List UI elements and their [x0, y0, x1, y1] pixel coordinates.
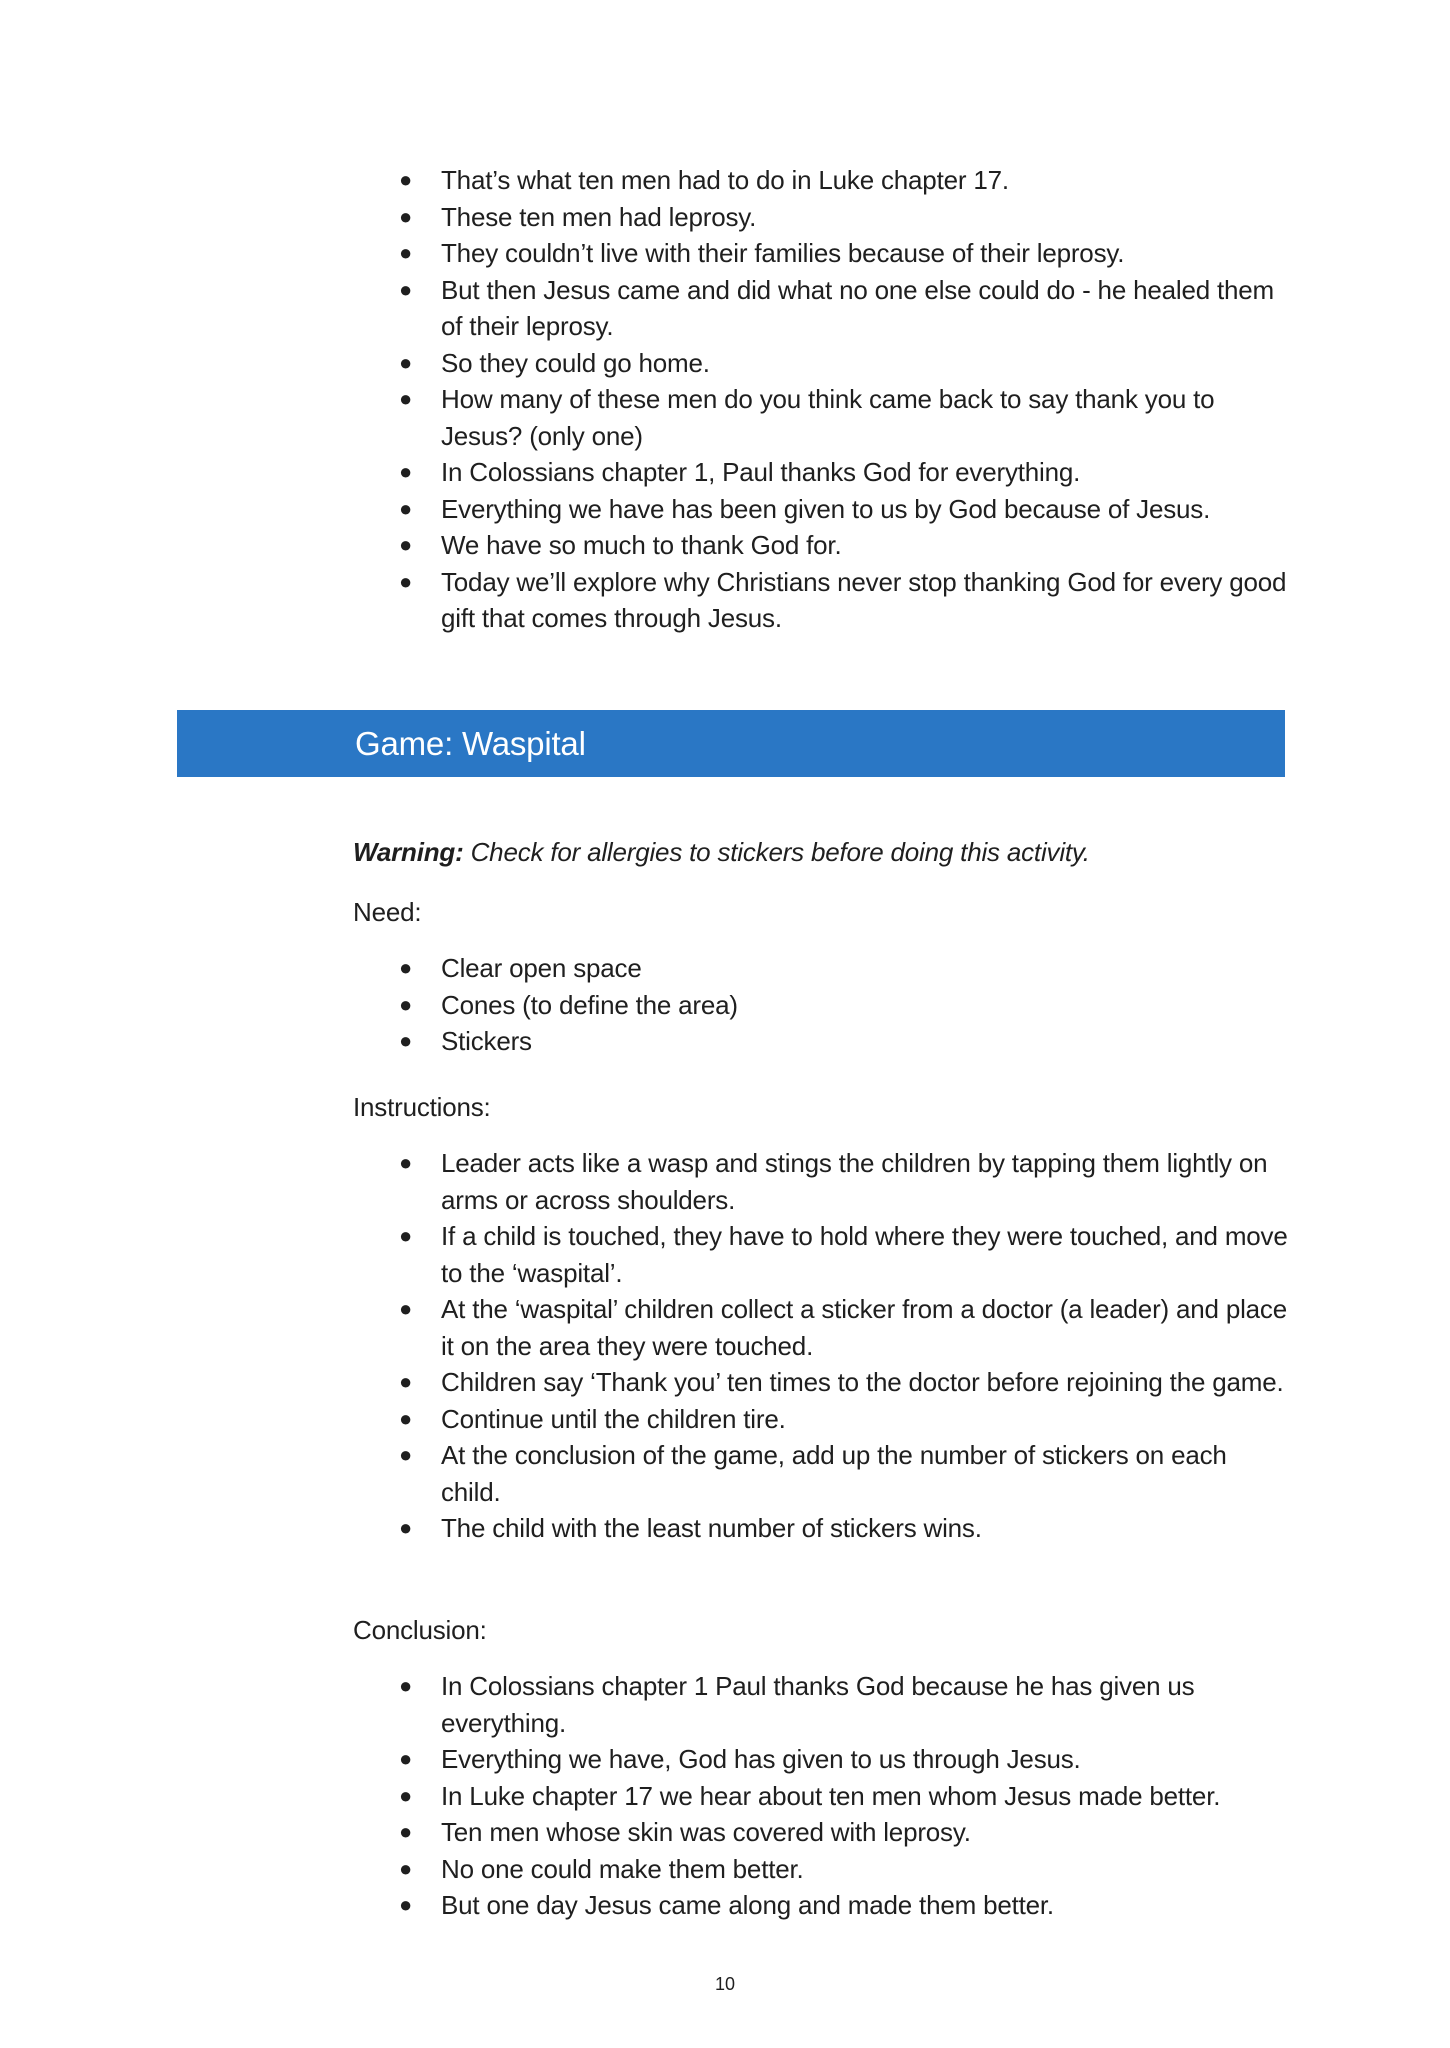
need-label: Need: — [353, 897, 422, 927]
bullet-icon: ● — [399, 240, 413, 265]
list-item — [353, 454, 1288, 491]
list-item-text: They couldn’t live with their families because of their leprosy. — [441, 238, 1125, 268]
conclusion-bullets — [353, 1668, 1288, 1924]
bullet-icon: ● — [399, 1746, 413, 1771]
list-item — [353, 381, 1288, 454]
list-item-text: But then Jesus came and did what no one else could do - he healed them of their leprosy. — [441, 274, 1275, 341]
instructions-bullets — [353, 1145, 1288, 1547]
warning-label: Warning: — [353, 837, 464, 867]
bullet-icon: ● — [399, 1673, 413, 1698]
warning-text: Check for allergies to stickers before doing this activity. — [463, 837, 1090, 867]
list-item — [353, 1851, 1288, 1888]
list-item — [353, 345, 1288, 382]
warning-note — [353, 834, 1090, 870]
section-heading-bar — [177, 710, 1285, 777]
list-item — [353, 162, 1288, 199]
list-item — [353, 272, 1288, 345]
list-item-text: In Luke chapter 17 we hear about ten men whom Jesus made better. — [441, 1780, 1221, 1811]
intro-list — [353, 162, 1288, 637]
conclusion-label: Conclusion: — [353, 1615, 487, 1645]
bullet-icon: ● — [399, 955, 413, 980]
list-item — [353, 950, 1288, 987]
list-item-text: No one could make them better. — [441, 1853, 804, 1884]
list-item-text: Continue until the children tire. — [441, 1403, 786, 1434]
bullet-icon: ● — [399, 1442, 413, 1467]
bullet-icon: ● — [399, 276, 413, 302]
bullet-icon: ● — [399, 1369, 413, 1394]
bullet-icon: ● — [399, 203, 413, 229]
list-item — [353, 1291, 1288, 1364]
list-item — [353, 199, 1288, 236]
list-item-text: At the ‘waspital’ children collect a sticker from a doctor (a leader) and place it on the area they were touched. — [441, 1294, 1287, 1361]
list-item-text: That’s what ten men had to do in Luke chapter 17. — [441, 165, 1009, 195]
bullet-icon: ● — [399, 532, 413, 557]
bullet-icon: ● — [399, 991, 413, 1017]
bullet-icon: ● — [399, 568, 413, 594]
list-item-text: How many of these men do you think came back to say thank you to Jesus? (only one) — [441, 384, 1215, 451]
list-item-text: Stickers — [441, 1026, 532, 1056]
list-item-text: In Colossians chapter 1, Paul thanks God for everything. — [441, 457, 1081, 487]
list-item — [353, 491, 1288, 528]
list-item — [353, 1668, 1288, 1741]
list-item-text: At the conclusion of the game, add up the number of stickers on each child. — [441, 1440, 1227, 1507]
list-item-text: The child with the least number of stickers wins. — [441, 1513, 982, 1543]
bullet-icon: ● — [399, 1296, 413, 1321]
list-item-text: Cones (to define the area) — [441, 989, 738, 1020]
list-item-text: But one day Jesus came along and made them better. — [441, 1890, 1054, 1920]
list-item — [353, 987, 1288, 1024]
list-item-text: Children say ‘Thank you’ ten times to the doctor before rejoining the game. — [441, 1367, 1284, 1397]
bullet-icon: ● — [399, 1028, 413, 1053]
list-item — [353, 564, 1288, 637]
list-item-text: Clear open space — [441, 953, 642, 983]
list-item-text: These ten men had leprosy. — [441, 201, 757, 232]
bullet-icon: ● — [399, 386, 413, 411]
list-item — [353, 1437, 1288, 1510]
list-item-text: Today we’ll explore why Christians never stop thanking God for every good gift that comes through Jesus. — [441, 566, 1287, 633]
list-item-text: If a child is touched, they have to hold where they were touched, and move to the ‘waspital’. — [441, 1221, 1288, 1288]
need-list — [353, 950, 1288, 1060]
list-item — [353, 1218, 1288, 1291]
bullet-icon: ● — [399, 1405, 413, 1431]
bullet-icon: ● — [399, 1223, 413, 1248]
list-item-text: Leader acts like a wasp and stings the children by tapping them lightly on arms or across shoulders. — [441, 1148, 1268, 1215]
bullet-icon: ● — [399, 1819, 413, 1844]
intro-bullets — [353, 162, 1288, 637]
list-item-text: We have so much to thank God for. — [441, 530, 842, 560]
list-item — [353, 1741, 1288, 1778]
list-item — [353, 1364, 1288, 1401]
list-item — [353, 1401, 1288, 1438]
bullet-icon: ● — [399, 459, 413, 484]
page-number: 10 — [714, 1974, 736, 1994]
bullet-icon: ● — [399, 1515, 413, 1540]
list-item-text: Everything we have has been given to us by God because of Jesus. — [441, 493, 1211, 524]
list-item — [353, 1778, 1288, 1815]
bullet-icon: ● — [399, 1150, 413, 1175]
list-item — [353, 1145, 1288, 1218]
instructions-list — [353, 1145, 1288, 1547]
list-item — [353, 235, 1288, 272]
list-item-text: In Colossians chapter 1 Paul thanks God because he has given us everything. — [441, 1671, 1195, 1738]
list-item-text: Everything we have, God has given to us through Jesus. — [441, 1744, 1081, 1774]
list-item — [353, 1510, 1288, 1547]
list-item-text: So they could go home. — [441, 347, 710, 378]
bullet-icon: ● — [399, 167, 413, 192]
bullet-icon: ● — [399, 1855, 413, 1881]
bullet-icon: ● — [399, 349, 413, 375]
list-item — [353, 1814, 1288, 1851]
list-item-text: Ten men whose skin was covered with leprosy. — [441, 1817, 971, 1847]
need-bullets — [353, 950, 1288, 1060]
bullet-icon: ● — [399, 1892, 413, 1917]
section-title: Game: Waspital — [355, 725, 586, 762]
list-item — [353, 527, 1288, 564]
instructions-label: Instructions: — [353, 1092, 491, 1122]
list-item — [353, 1023, 1288, 1060]
bullet-icon: ● — [399, 1782, 413, 1808]
bullet-icon: ● — [399, 495, 413, 521]
list-item — [353, 1887, 1288, 1924]
conclusion-list — [353, 1668, 1288, 1924]
